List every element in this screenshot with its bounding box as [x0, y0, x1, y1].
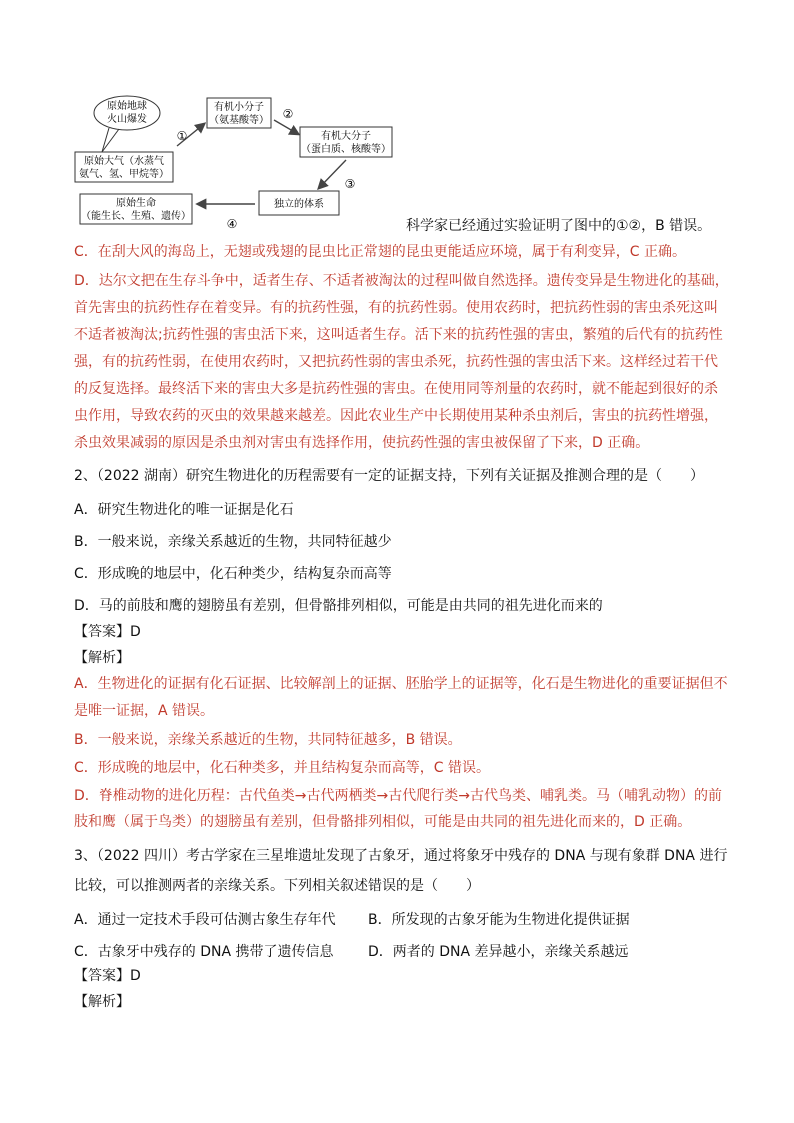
q2-option-a: A．研究生物进化的唯一证据是化石: [74, 502, 294, 518]
q2-stem: 2、（2022 湖南）研究生物进化的历程需要有一定的证据支持，下列有关证据及推测合理的是（ ）: [74, 468, 704, 484]
box-large-text-1: 有机大分子: [321, 131, 371, 142]
box-small-text-2: （氨基酸等）: [209, 115, 269, 126]
diagram-svg: [74, 94, 414, 234]
q1-b-explanation-tail: 科学家已经通过实验证明了图中的①②，B 错误。: [406, 218, 712, 234]
q3-analysis-heading: 【解析】: [74, 994, 130, 1010]
q3-option-c: C．古象牙中残存的 DNA 携带了遗传信息: [74, 944, 334, 960]
q2-option-c: C．形成晚的地层中，化石种类少，结构复杂而高等: [74, 566, 392, 582]
q1-explanation-d-line: 的反复选择。最终活下来的害虫大多是抗药性强的害虫。在使用同等剂量的农药时，就不能起到很好的杀: [74, 381, 718, 397]
q3-answer: 【答案】D: [74, 968, 141, 984]
q2-answer: 【答案】D: [74, 624, 141, 640]
step-1-label: ①: [176, 129, 188, 143]
box-life-text-1: 原始生命: [116, 198, 156, 209]
arrow-2: [274, 120, 298, 134]
q1-explanation-d-line: 强，有的抗药性弱，在使用农药时，又把抗药性弱的害虫杀死，抗药性强的害虫活下来。这样经过若干代: [74, 354, 718, 370]
q1-explanation-d-line: 不适者被淘汰;抗药性强的害虫活下来，这叫适者生存。活下来的抗药性强的害虫，繁殖的后代有的抗药性: [74, 327, 723, 343]
q2-explanation-d: 肢和鹰（属于鸟类）的翅膀虽有差别，但骨骼排列相似，可能是由共同的祖先进化而来的，D 正确。: [74, 814, 692, 830]
q1-explanation-d-line: 杀虫效果减弱的原因是杀虫剂对害虫有选择作用，使抗药性强的害虫被保留了下来，D 正确。: [74, 435, 650, 451]
q2-explanation-a: A．生物进化的证据有化石证据、比较解剖上的证据、胚胎学上的证据等，化石是生物进化的重要证据但不: [74, 676, 728, 692]
q2-option-d: D．马的前肢和鹰的翅膀虽有差别，但骨骼排列相似，可能是由共同的祖先进化而来的: [74, 598, 603, 614]
q2-analysis-heading: 【解析】: [74, 650, 130, 666]
q3-option-d: D．两者的 DNA 差异越小，亲缘关系越远: [368, 944, 629, 960]
q1-explanation-c: C．在刮大风的海岛上，无翅或残翅的昆虫比正常翅的昆虫更能适应环境，属于有利变异，C 正确。: [74, 244, 686, 260]
bubble-tail-2: [102, 129, 119, 152]
q1-explanation-d-line: 首先害虫的抗药性存在着变异。有的抗药性强，有的抗药性弱。使用农药时，把抗药性弱的害虫杀死这叫: [74, 300, 718, 316]
bubble-text-2: 火山爆发: [107, 114, 147, 125]
q2-explanation-d: D．脊椎动物的进化历程：古代鱼类→古代两栖类→古代爬行类→古代鸟类、哺乳类。马（哺乳动物）的前: [74, 788, 722, 804]
arrow-3: [319, 160, 346, 188]
box-small-text-1: 有机小分子: [214, 102, 264, 113]
bubble-tail: [102, 128, 109, 152]
step-3-label: ③: [344, 177, 356, 191]
step-2-label: ②: [282, 107, 294, 121]
q3-stem: 3、（2022 四川）考古学家在三星堆遗址发现了古象牙，通过将象牙中残存的 DNA 与现有象群 DNA 进行: [74, 848, 728, 864]
bubble-text-1: 原始地球: [107, 101, 147, 112]
box-large-text-2: （蛋白质、核酸等）: [301, 144, 391, 155]
q2-explanation-b: B．一般来说，亲缘关系越近的生物，共同特征越多，B 错误。: [74, 732, 462, 748]
q1-explanation-d-line: D．达尔文把在生存斗争中，适者生存、不适者被淘汰的过程叫做自然选择。遗传变异是生物进化的基础，: [74, 273, 729, 289]
box-life-text-2: （能生长、生殖、遗传）: [81, 211, 191, 222]
q3-option-a: A．通过一定技术手段可估测古象生存年代: [74, 912, 336, 928]
box-system-text: 独立的体系: [274, 199, 324, 210]
step-4-label: ④: [226, 217, 238, 231]
q1-explanation-d-line: 虫作用，导致农药的灭虫的效果越来越差。因此农业生产中长期使用某种杀虫剂后，害虫的抗药性增强，: [74, 408, 718, 424]
q2-explanation-a: 是唯一证据，A 错误。: [74, 703, 215, 719]
box-atmos-text-2: 氨气、氢、甲烷等）: [79, 169, 169, 180]
q2-option-b: B．一般来说，亲缘关系越近的生物，共同特征越少: [74, 534, 392, 550]
q2-explanation-c: C．形成晚的地层中，化石种类多，并且结构复杂而高等，C 错误。: [74, 760, 490, 776]
q3-option-b: B．所发现的古象牙能为生物进化提供证据: [368, 912, 630, 928]
box-atmos-text-1: 原始大气（水蒸气: [84, 156, 164, 167]
origin-of-life-diagram: [74, 94, 414, 234]
q3-stem: 比较，可以推测两者的亲缘关系。下列相关叙述错误的是（ ）: [74, 878, 480, 894]
